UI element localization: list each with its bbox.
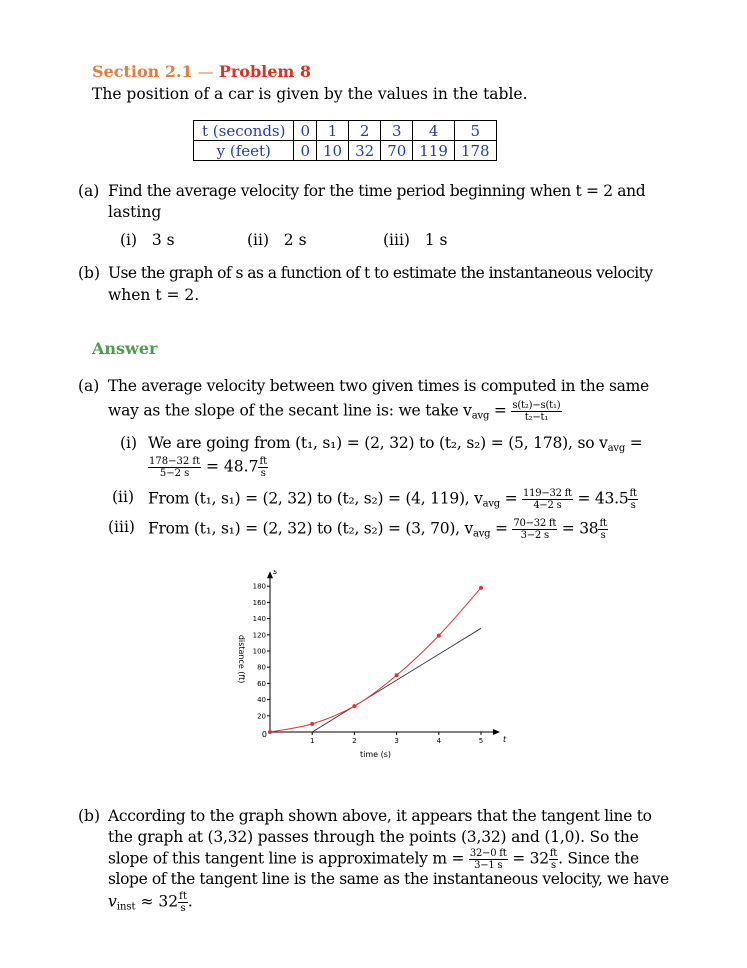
table-header-y: y (feet) (194, 141, 294, 161)
table-cell: 70 (381, 141, 413, 161)
answer-i-label: (i) (120, 434, 138, 452)
unit-numerator: ft (259, 456, 268, 467)
x-tick-label: 2 (352, 737, 357, 745)
answer-b-line3-text: slope of this tangent line is approximately m = (108, 849, 469, 868)
unit-fraction (549, 848, 558, 871)
table-cell: 2 (349, 121, 381, 141)
y-axis-label: distance (ft) (237, 634, 246, 684)
equals-sign: = (499, 489, 522, 508)
unit-fraction (178, 891, 188, 914)
x-tick-label: 1 (309, 737, 315, 745)
answer-ii-label: (ii) (112, 488, 135, 506)
y-tick-label: 20 (257, 712, 266, 721)
question-a-label: (a) (78, 182, 100, 200)
question-b-label: (b) (78, 264, 101, 282)
data-point (352, 704, 356, 708)
table-cell: 4 (413, 121, 455, 141)
data-points (268, 586, 483, 734)
table-cell: 1 (317, 121, 349, 141)
x-tick-label: 3 (394, 737, 399, 745)
unit-fraction (598, 518, 607, 541)
data-point (479, 586, 483, 590)
y-tick-label: 120 (252, 631, 266, 640)
question-a-line1: Find the average velocity for the time period beginning when t = 2 and (108, 182, 646, 200)
slope-fraction (469, 848, 508, 871)
table-cell: 5 (454, 121, 496, 141)
fraction-denominator: 3−2 s (520, 530, 549, 541)
answer-b-line2: the graph at (3,32) passes through the points (3,32) and (1,0). So the (108, 828, 639, 846)
x-tick-label: 5 (478, 737, 484, 745)
table-cell: 178 (454, 141, 496, 161)
y-tick-label: 60 (257, 679, 266, 688)
problem-header (92, 62, 311, 81)
table-cell: 0 (294, 141, 317, 161)
y-tick-label: 140 (252, 615, 266, 624)
avg-subscript: avg (471, 410, 490, 422)
answer-b-period: . (187, 892, 193, 911)
answer-b-line4: slope of the tangent line is the same as the instantaneous velocity, we have (108, 870, 669, 888)
table-cell: 0 (294, 121, 317, 141)
data-point (268, 730, 272, 734)
answer-i-fraction (148, 456, 201, 479)
equals-sign: = (489, 401, 512, 420)
x-tick-label: 4 (436, 737, 442, 745)
table-cell: 10 (317, 141, 349, 161)
answer-iii-fraction (512, 518, 557, 541)
avg-subscript: avg (607, 443, 626, 454)
intro-text: The position of a car is given by the values in the table. (92, 85, 528, 103)
question-a-ii: (ii) 2 s (247, 231, 307, 249)
inst-subscript: inst (116, 901, 136, 913)
question-a-line2: lasting (108, 203, 162, 221)
table-cell: 119 (413, 141, 455, 161)
avg-subscript: avg (473, 528, 491, 540)
equals-sign: = (625, 434, 643, 452)
y-tick-label: 100 (252, 647, 266, 656)
fraction-numerator: 178−32 ft (149, 456, 201, 467)
unit-denominator: s (260, 468, 266, 479)
answer-b-line3-end: . Since the (558, 849, 639, 868)
answer-a-line1: The average velocity between two given times is computed in the same (108, 377, 649, 395)
answer-a-line2 (108, 400, 562, 423)
unit-denominator: s (630, 500, 636, 511)
answer-iii-result: = 38 (557, 519, 599, 538)
problem-label: Problem 8 (218, 62, 312, 81)
answer-b-slope-value: = 32 (507, 849, 549, 868)
answer-a-label: (a) (78, 377, 100, 395)
tangent-line (312, 628, 481, 732)
question-a-iii: (iii) 1 s (383, 231, 448, 249)
fraction-denominator: 3−1 s (474, 860, 503, 871)
y-tick-label: 160 (252, 598, 266, 607)
answer-b-line1: According to the graph shown above, it appears that the tangent line to (108, 807, 652, 825)
y-tick-label: 180 (252, 582, 266, 591)
answer-heading: Answer (92, 339, 158, 358)
table-cell: 3 (381, 121, 413, 141)
answer-ii-text: From (t₁, s₁) = (2, 32) to (t₂, s₂) = (4, 119), v (148, 489, 483, 508)
answer-a-line2-text: way as the slope of the secant line is: we take v (108, 401, 472, 420)
series-line (270, 588, 481, 732)
fraction-numerator: 119−32 ft (522, 488, 572, 499)
y-tick-label: 40 (257, 696, 266, 705)
answer-b-label: (b) (78, 807, 101, 825)
data-point (437, 634, 441, 638)
unit-denominator: s (551, 860, 556, 871)
answer-b-line5 (108, 891, 193, 914)
v-inst-symbol: v (108, 892, 117, 911)
unit-denominator: s (600, 530, 606, 541)
equals-sign: = (490, 519, 513, 538)
fraction-denominator: 5−2 s (159, 468, 190, 479)
unit-fraction (628, 488, 637, 511)
unit-fraction (258, 456, 268, 479)
fraction-denominator: 4−2 s (533, 500, 562, 511)
answer-ii-fraction (522, 488, 573, 511)
fraction-numerator: s(t₂)−s(t₁) (512, 400, 561, 411)
unit-denominator: s (180, 903, 186, 914)
origin-label: 0 (261, 730, 267, 739)
unit-numerator: ft (549, 848, 558, 859)
x-axis-letter: t (503, 735, 507, 744)
secant-fraction (511, 400, 561, 423)
fraction-denominator: t₂−t₁ (524, 412, 549, 423)
table-row (194, 121, 497, 141)
unit-numerator: ft (599, 518, 607, 529)
x-axis-arrow-icon (493, 729, 500, 735)
x-ticks (310, 732, 483, 745)
question-b-line2: when t = 2. (108, 286, 200, 304)
answer-i-line1 (148, 434, 643, 454)
table-row (194, 141, 497, 161)
fraction-numerator: 70−32 ft (513, 518, 557, 529)
header-dash: — (197, 62, 214, 81)
answer-iii-label: (iii) (108, 518, 135, 536)
question-a-i: (i) 3 s (120, 231, 175, 249)
table-cell: 32 (349, 141, 381, 161)
distance-time-chart (230, 570, 520, 770)
fraction-numerator: 32−0 ft (469, 848, 507, 859)
data-point (310, 722, 314, 726)
answer-i-text: We are going from (t₁, s₁) = (2, 32) to (t₂, s₂) = (5, 178), so v (148, 434, 608, 452)
answer-iii-text: From (t₁, s₁) = (2, 32) to (t₂, s₂) = (3, 70), v (148, 519, 474, 538)
avg-subscript: avg (482, 498, 500, 510)
data-point (395, 673, 399, 677)
answer-i-line2 (148, 456, 268, 479)
unit-numerator: ft (629, 488, 637, 499)
answer-b-line3 (108, 848, 639, 871)
approx-value: ≈ 32 (135, 892, 179, 911)
answer-ii-result: = 43.5 (572, 489, 629, 508)
y-ticks (253, 583, 270, 721)
table-header-t: t (seconds) (194, 121, 294, 141)
x-axis-label: time (s) (359, 750, 392, 759)
answer-ii-line (148, 488, 638, 511)
answer-i-result: = 48.7 (201, 457, 259, 476)
position-table (193, 120, 497, 161)
y-axis-letter: s (273, 570, 278, 577)
unit-numerator: ft (179, 891, 187, 902)
section-label: Section 2.1 (92, 62, 193, 81)
question-b-line1: Use the graph of s as a function of t to estimate the instantaneous velocity (108, 264, 653, 282)
y-tick-label: 80 (257, 663, 266, 672)
answer-iii-line (148, 518, 608, 541)
